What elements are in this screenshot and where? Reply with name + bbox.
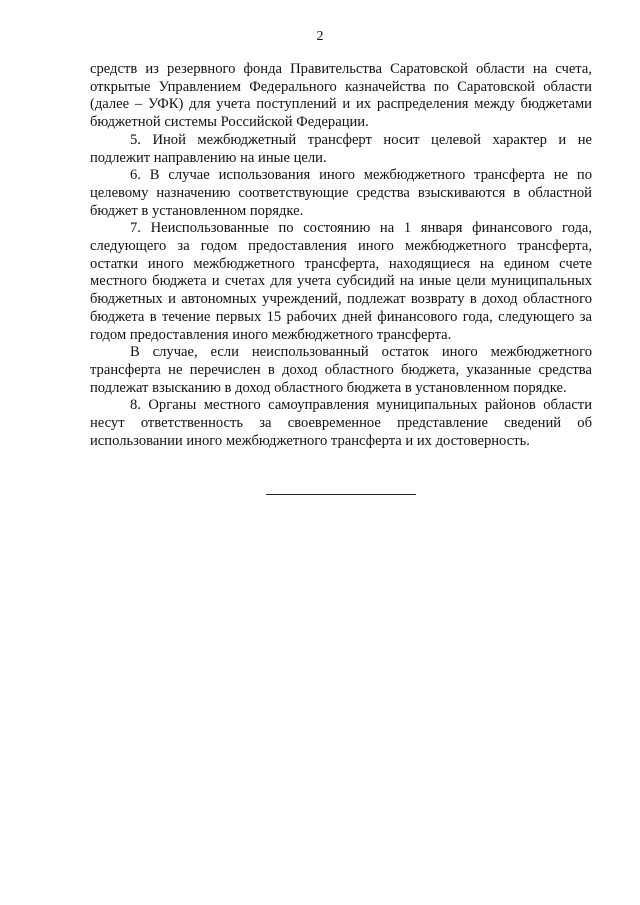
- page-number: 2: [316, 29, 324, 44]
- paragraph-item-8: 8. Органы местного самоуправления муниципальных районов области несут ответственность за своевременное представление сведений об использовании иного межбюджетного трансферта и их достоверность.: [90, 397, 592, 449]
- paragraph-item-5: 5. Иной межбюджетный трансферт носит целевой характер и не подлежит направлению на иные цели.: [90, 131, 592, 166]
- paragraph-continuation: средств из резервного фонда Правительства Саратовской области на счета, открытые Управлением Федерального казначейства по Саратовской области (далее – УФК) для учета поступлений и их распределения между бюджетами бюджетной системы Российской Федерации.: [90, 61, 592, 131]
- end-separator-line: [266, 494, 416, 495]
- document-body: [90, 61, 592, 450]
- paragraph-item-7-continuation: В случае, если неиспользованный остаток иного межбюджетного трансферта не перечислен в доход областного бюджета, указанные средства подлежат взысканию в доход областного бюджета в установленном порядке.: [90, 344, 592, 396]
- paragraph-item-7: 7. Неиспользованные по состоянию на 1 января финансового года, следующего за годом предоставления иного межбюджетного трансферта, остатки иного межбюджетного трансферта, находящиеся на едином счете местного бюджета и счетах для учета субсидий на иные цели муниципальных бюджетных и автономных учреждений, подлежат возврату в доход областного бюджета в течение первых 15 рабочих дней финансового года, следующего за годом предоставления иного межбюджетного трансферта.: [90, 220, 592, 343]
- paragraph-item-6: 6. В случае использования иного межбюджетного трансферта не по целевому назначению соответствующие средства взыскиваются в областной бюджет в установленном порядке.: [90, 167, 592, 219]
